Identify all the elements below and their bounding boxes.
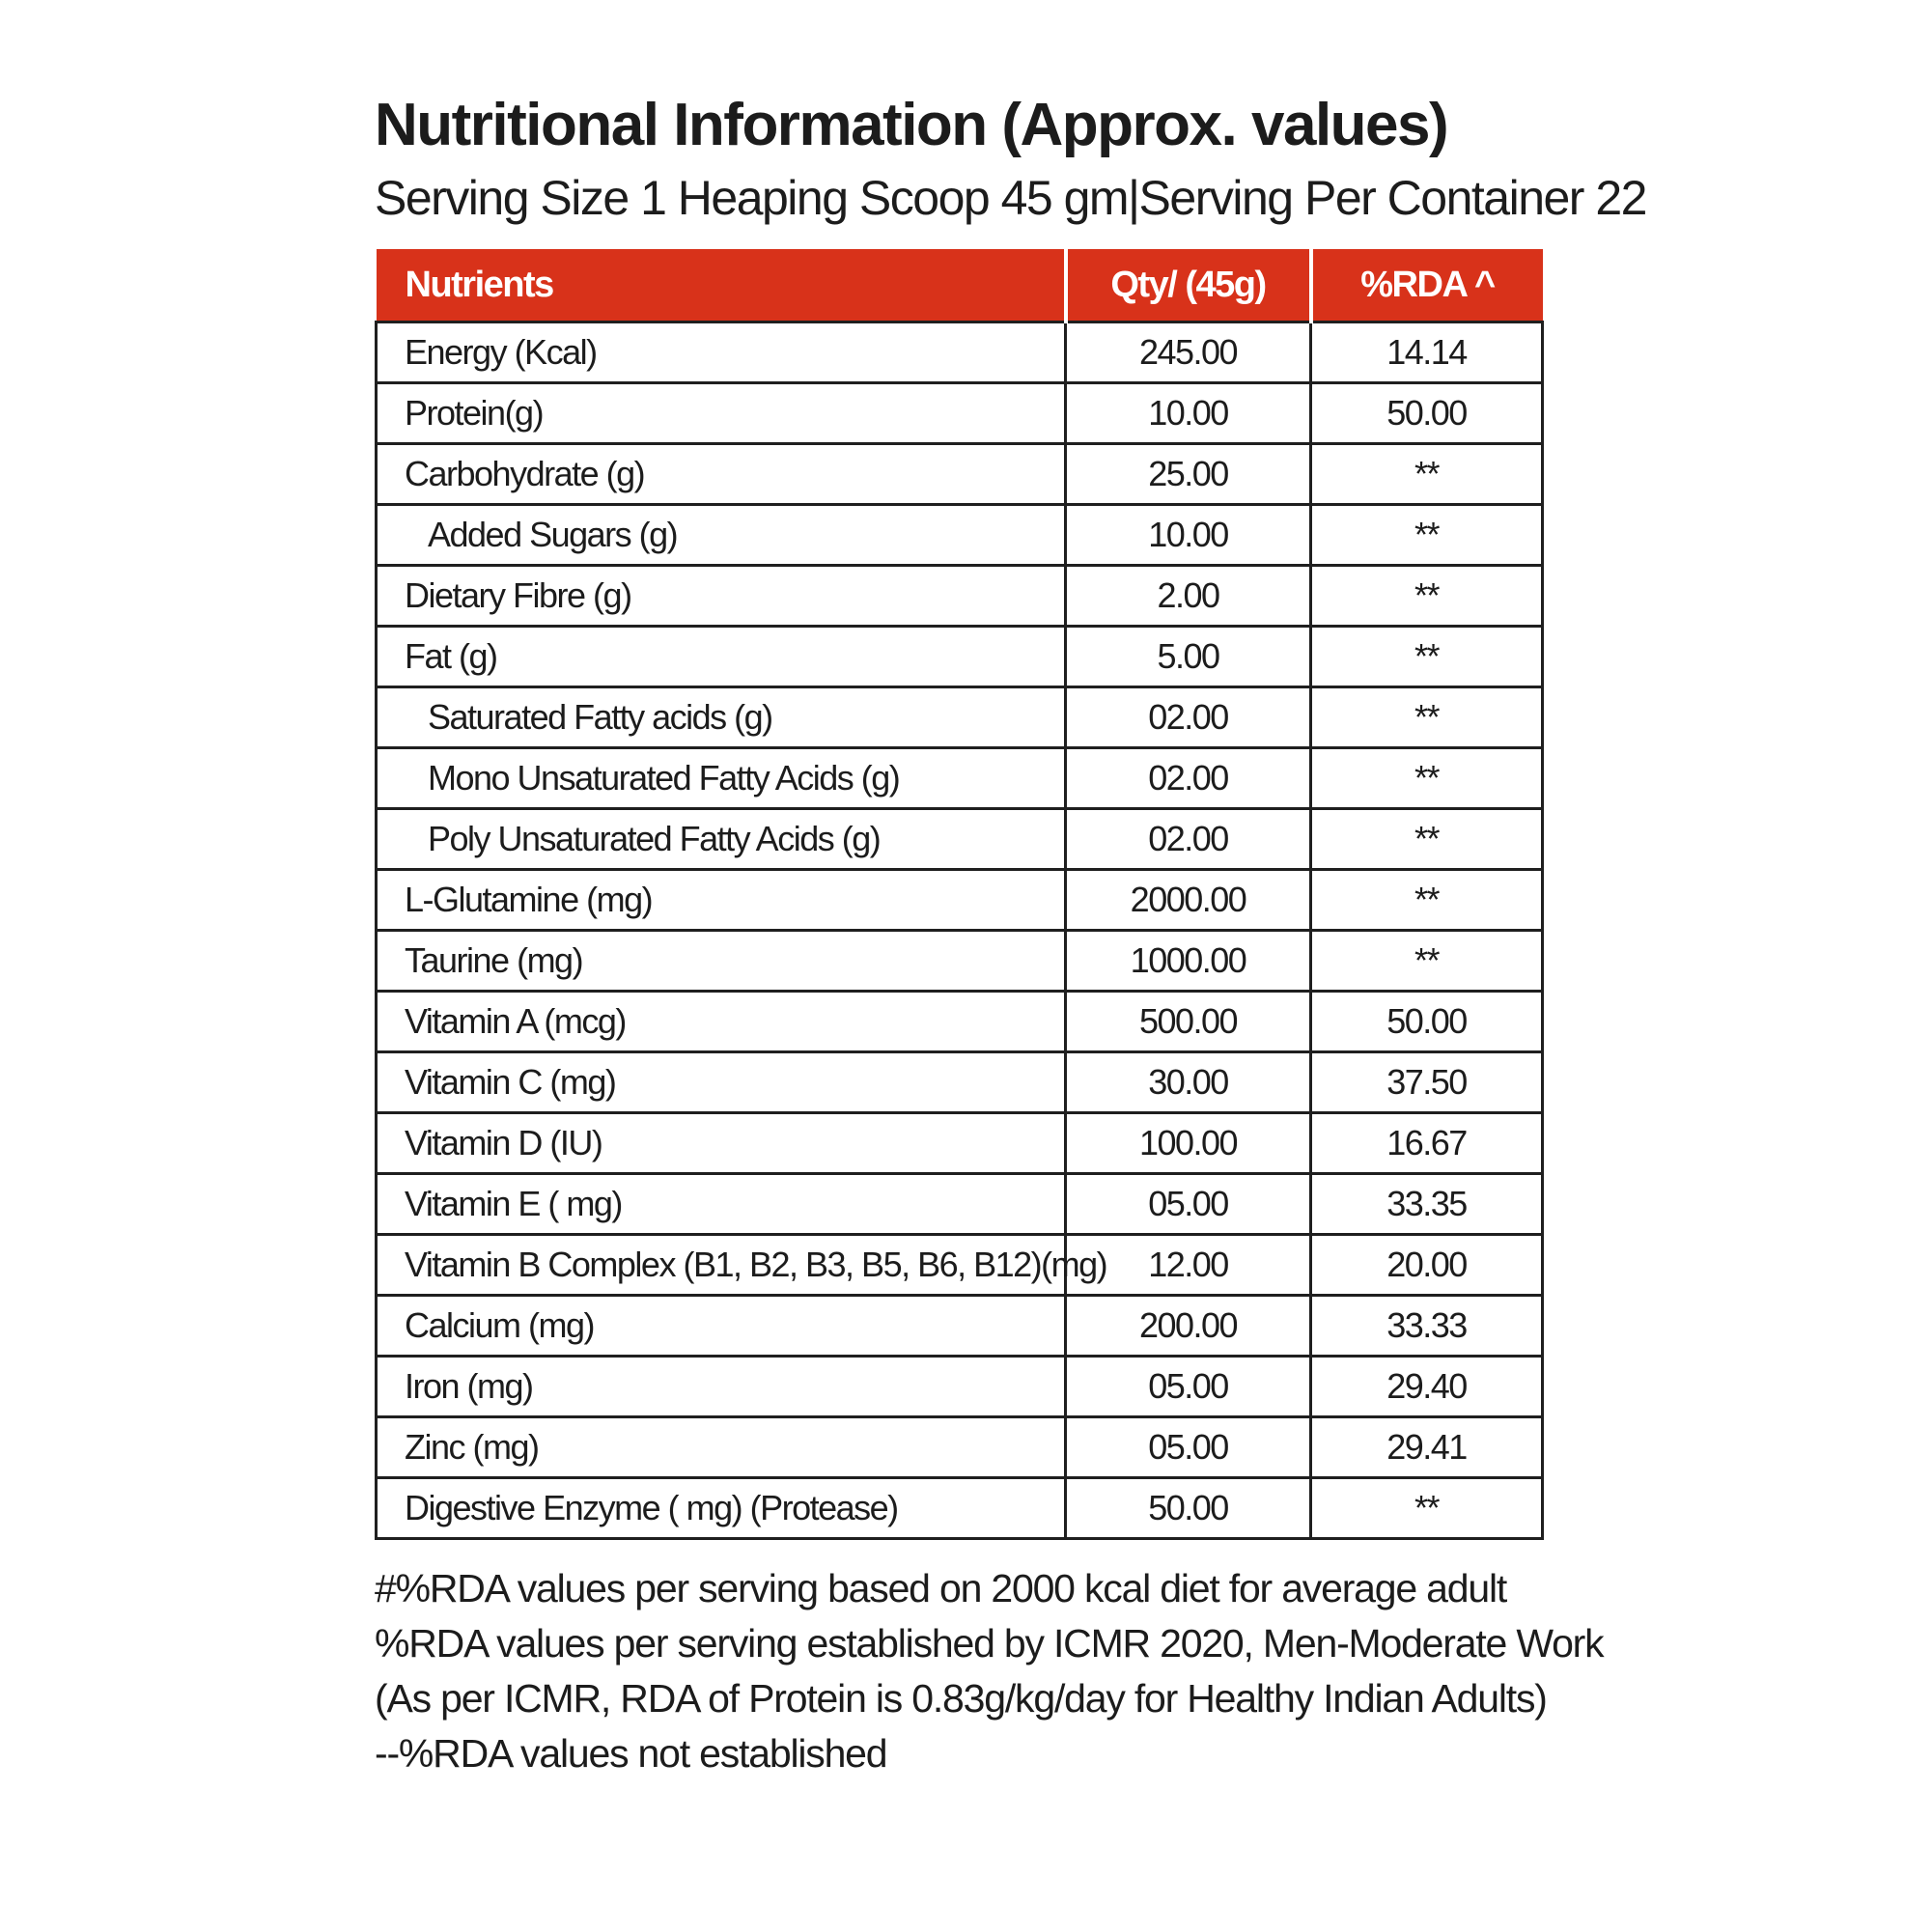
table-row	[377, 931, 1543, 992]
nutrient-qty: 25.00	[1066, 444, 1311, 505]
table-row	[377, 383, 1543, 444]
table-row	[377, 809, 1543, 870]
nutrient-name: Vitamin A (mcg)	[377, 992, 1066, 1052]
table-row	[377, 566, 1543, 627]
footnote-line: (As per ICMR, RDA of Protein is 0.83g/kg/day for Healthy Indian Adults)	[375, 1676, 1547, 1721]
nutrient-name: Mono Unsaturated Fatty Acids (g)	[377, 748, 1066, 809]
nutrient-rda: 37.50	[1311, 1052, 1543, 1113]
nutrient-rda: 50.00	[1311, 992, 1543, 1052]
nutrient-rda: **	[1311, 444, 1543, 505]
table-row	[377, 1478, 1543, 1539]
nutrient-rda: **	[1311, 1478, 1543, 1539]
nutrient-qty: 10.00	[1066, 383, 1311, 444]
nutrient-qty: 02.00	[1066, 809, 1311, 870]
table-row	[377, 748, 1543, 809]
nutrient-qty: 30.00	[1066, 1052, 1311, 1113]
nutrient-qty: 100.00	[1066, 1113, 1311, 1174]
page-title: Nutritional Information (Approx. values)	[375, 92, 1448, 158]
table-row	[377, 870, 1543, 931]
nutrient-name: Saturated Fatty acids (g)	[377, 687, 1066, 748]
nutrient-name: Vitamin E ( mg)	[377, 1174, 1066, 1235]
nutrient-rda: 29.40	[1311, 1357, 1543, 1417]
nutrient-name: Fat (g)	[377, 627, 1066, 687]
nutrient-name: Vitamin B Complex (B1, B2, B3, B5, B6, B12)(mg)	[377, 1235, 1066, 1296]
nutrient-rda: 20.00	[1311, 1235, 1543, 1296]
nutrient-rda: 16.67	[1311, 1113, 1543, 1174]
nutrient-rda: **	[1311, 566, 1543, 627]
nutrient-qty: 1000.00	[1066, 931, 1311, 992]
column-header-nutrients: Nutrients	[377, 249, 1066, 322]
nutrient-name: Taurine (mg)	[377, 931, 1066, 992]
nutrient-rda: **	[1311, 809, 1543, 870]
column-header-rda: %RDA ^	[1311, 249, 1543, 322]
nutrient-name: Digestive Enzyme ( mg) (Protease)	[377, 1478, 1066, 1539]
nutrient-name: Zinc (mg)	[377, 1417, 1066, 1478]
nutrient-name: L-Glutamine (mg)	[377, 870, 1066, 931]
nutrient-name: Vitamin C (mg)	[377, 1052, 1066, 1113]
table-row	[377, 1113, 1543, 1174]
nutrient-rda: 33.35	[1311, 1174, 1543, 1235]
nutrient-name: Protein(g)	[377, 383, 1066, 444]
nutrient-qty: 245.00	[1066, 322, 1311, 383]
table-body	[377, 322, 1543, 1539]
nutrient-name: Iron (mg)	[377, 1357, 1066, 1417]
nutrient-qty: 50.00	[1066, 1478, 1311, 1539]
nutrient-rda: 29.41	[1311, 1417, 1543, 1478]
table-row	[377, 444, 1543, 505]
nutrient-qty: 02.00	[1066, 687, 1311, 748]
footnote-line: %RDA values per serving established by ICMR 2020, Men-Moderate Work	[375, 1621, 1604, 1666]
column-header-qty: Qty/ (45g)	[1066, 249, 1311, 322]
table-row	[377, 505, 1543, 566]
table-row	[377, 1174, 1543, 1235]
nutrient-name: Poly Unsaturated Fatty Acids (g)	[377, 809, 1066, 870]
nutrient-name: Dietary Fibre (g)	[377, 566, 1066, 627]
nutrient-rda: 33.33	[1311, 1296, 1543, 1357]
nutrient-name: Vitamin D (IU)	[377, 1113, 1066, 1174]
table-row	[377, 322, 1543, 383]
nutrient-qty: 2000.00	[1066, 870, 1311, 931]
footnote-line: --%RDA values not established	[375, 1731, 887, 1776]
nutrient-rda: **	[1311, 870, 1543, 931]
nutrient-qty: 05.00	[1066, 1174, 1311, 1235]
table-row	[377, 1417, 1543, 1478]
nutrient-qty: 200.00	[1066, 1296, 1311, 1357]
table-row	[377, 1296, 1543, 1357]
nutrient-name: Energy (Kcal)	[377, 322, 1066, 383]
nutrient-name: Carbohydrate (g)	[377, 444, 1066, 505]
nutrient-rda: **	[1311, 748, 1543, 809]
table-row	[377, 1235, 1543, 1296]
nutrient-rda: **	[1311, 687, 1543, 748]
nutrition-table	[375, 249, 1544, 1540]
nutrient-qty: 02.00	[1066, 748, 1311, 809]
table-row	[377, 627, 1543, 687]
nutrient-qty: 05.00	[1066, 1417, 1311, 1478]
nutrient-qty: 2.00	[1066, 566, 1311, 627]
nutrient-qty: 500.00	[1066, 992, 1311, 1052]
nutrient-qty: 05.00	[1066, 1357, 1311, 1417]
nutrient-name: Added Sugars (g)	[377, 505, 1066, 566]
nutrient-rda: **	[1311, 505, 1543, 566]
table-row	[377, 1357, 1543, 1417]
table-header-row	[377, 249, 1543, 322]
nutrition-panel	[375, 87, 1646, 1781]
nutrient-qty: 10.00	[1066, 505, 1311, 566]
table-row	[377, 1052, 1543, 1113]
table-row	[377, 687, 1543, 748]
serving-info: Serving Size 1 Heaping Scoop 45 gm|Serving Per Container 22	[375, 171, 1646, 225]
footnotes	[375, 1561, 1604, 1781]
nutrient-rda: **	[1311, 627, 1543, 687]
nutrient-qty: 5.00	[1066, 627, 1311, 687]
nutrient-rda: 14.14	[1311, 322, 1543, 383]
table-row	[377, 992, 1543, 1052]
nutrient-rda: 50.00	[1311, 383, 1543, 444]
nutrient-qty: 12.00	[1066, 1235, 1311, 1296]
footnote-line: #%RDA values per serving based on 2000 kcal diet for average adult	[375, 1566, 1507, 1610]
nutrient-rda: **	[1311, 931, 1543, 992]
nutrient-name: Calcium (mg)	[377, 1296, 1066, 1357]
